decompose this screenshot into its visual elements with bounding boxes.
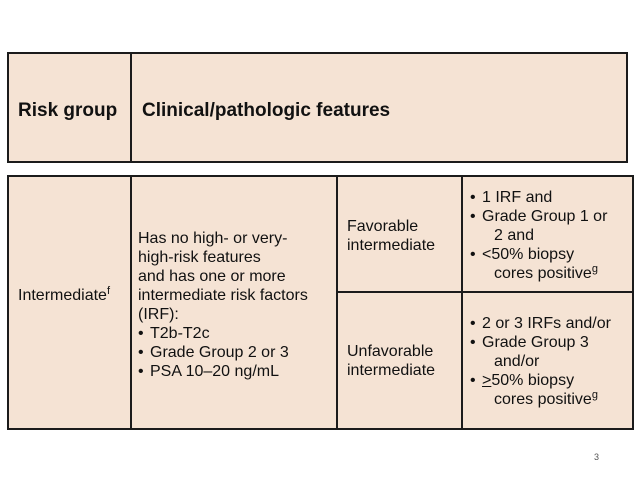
header-divider — [130, 52, 132, 163]
criterion-text: • Grade Group 1 or — [482, 208, 608, 225]
criterion-text: 2 or 3 IRFs and/or — [482, 315, 611, 332]
irf-item: • Grade Group 2 or 3 — [138, 343, 334, 362]
criterion-text: 1 IRF and — [482, 189, 553, 206]
unfavorable-label — [347, 342, 435, 380]
irf-item: • T2b-T2c — [138, 324, 334, 343]
description-line: (IRF): — [138, 306, 179, 323]
unfavorable-criterion — [470, 333, 635, 371]
page-number: 3 — [594, 452, 600, 462]
favorable-label — [347, 217, 435, 255]
criterion-text: 2 and — [494, 227, 535, 244]
criterion-text: cores positive — [494, 391, 592, 408]
description-cell — [138, 229, 334, 381]
criterion-text: 50% biopsy — [491, 372, 575, 389]
gte-symbol: > — [482, 372, 492, 389]
risk-group-header: Risk group — [18, 100, 118, 121]
favorable-criterion — [470, 207, 635, 245]
criterion-text: cores positive — [494, 265, 592, 282]
column-divider-3 — [461, 175, 463, 430]
description-line: and has one or more — [138, 268, 286, 285]
unfavorable-criteria-list — [470, 314, 635, 409]
unfavorable-criterion — [470, 371, 635, 409]
intermediate-risk-table — [7, 175, 634, 430]
favorable-criteria-list — [470, 188, 635, 283]
table-header — [7, 52, 628, 163]
criterion-text-line — [482, 264, 635, 283]
irf-item: • PSA 10–20 ng/mL — [138, 362, 334, 381]
criterion-text-line — [482, 390, 635, 409]
criterion-text: • Grade Group 3 — [482, 334, 589, 351]
description-line: intermediate risk factors — [138, 287, 308, 304]
description-line: high-risk features — [138, 249, 261, 266]
criterion-text: • <50% biopsy — [482, 246, 575, 263]
favorable-criterion — [470, 245, 635, 283]
favorable-label-line: intermediate — [347, 237, 436, 254]
column-divider-1 — [130, 175, 132, 430]
footnote-g: g — [591, 263, 598, 275]
favorable-criterion — [470, 188, 635, 207]
risk-group-cell — [18, 286, 110, 305]
column-divider-2 — [336, 175, 338, 430]
unfavorable-criterion — [470, 314, 635, 333]
unfavorable-criteria — [470, 314, 635, 409]
risk-group-name: Intermediate — [18, 287, 107, 304]
clinical-features-header: Clinical/pathologic features — [142, 100, 391, 121]
footnote-f: f — [106, 285, 110, 297]
unfavorable-label-line: intermediate — [347, 362, 436, 379]
favorable-criteria — [470, 188, 635, 283]
favorable-label-line: Favorable — [347, 218, 419, 235]
criterion-text: and/or — [494, 353, 540, 370]
subgroup-divider — [336, 291, 634, 293]
criterion-text-line — [482, 371, 635, 390]
irf-list — [138, 324, 334, 381]
description-line: Has no high- or very- — [138, 230, 288, 247]
footnote-g: g — [591, 389, 598, 401]
unfavorable-label-line: Unfavorable — [347, 343, 434, 360]
